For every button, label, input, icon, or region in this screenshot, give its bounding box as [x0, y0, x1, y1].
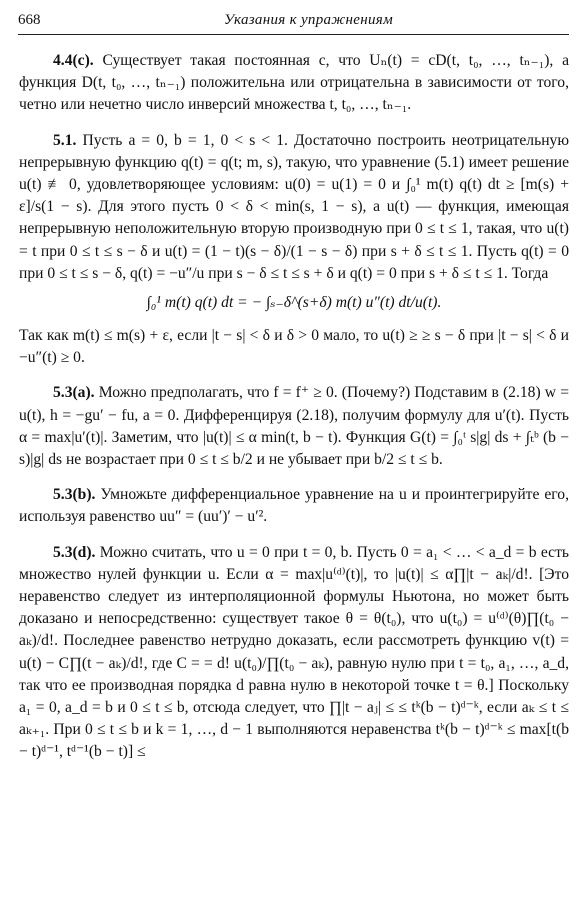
section-4-4c: [19, 50, 569, 117]
display-formula: ∫₀¹ m(t) q(t) dt = − ∫ₛ₋δ^(s+δ) m(t) u″(t) dt/u(t).: [146, 294, 442, 312]
section-text: Можно предполагать, что f = f⁺ ≥ 0. (Почему?) Подставим в (2.18) w = u(t), h = −gu′ − fu, a = 0. Дифференцируя (2.18), получим формулу для u′(t). Пусть α = max|u′(t)|. Заметим, что |u(t)| ≤ α min(t, b − t). Функция G(t) = ∫₀ᵗ s|g| ds + ∫ₜᵇ (b − s)|g| ds не возрастает при 0 ≤ t ≤ b/2 и не убывает при b/2 ≤ t ≤ b.: [19, 384, 569, 469]
section-5-3a: [19, 382, 569, 471]
page-body: [19, 50, 569, 777]
page-number: 668: [18, 12, 41, 28]
section-5-3b: [19, 484, 569, 528]
section-text: Существует такая постоянная c, что Uₙ(t) = cD(t, t₀, …, tₙ₋₁), а функция D(t, t₀, …, tₙ₋₁) положительна или отрицательна в зависимости от того, четно или нечетно число инверсий множества t, t₀, …, tₙ₋₁.: [19, 52, 569, 114]
section-text: Умножьте дифференциальное уравнение на u и проинтегрируйте его, используя равенство uu″ = (uu′)′ − u′².: [19, 486, 569, 526]
section-5-1: [19, 130, 569, 285]
section-label: 4.4(c).: [53, 52, 94, 69]
section-text: Пусть a = 0, b = 1, 0 < s < 1. Достаточно построить неотрицательную непрерывную функцию q(t) = q(t; m, s), такую, что уравнение (5.1) имеет решение u(t) ≢ 0, удовлетворяющее условиям: u(0) = u(1) = 0 и ∫₀¹ m(t) q(t) dt ≥ [m(s) + ε]/s(1 − s). Для этого пусть 0 < δ < min(s, 1 − s), а u(t) — функция, имеющая непрерывную неположительную вторую производную при 0 ≤ t ≤ 1, такая, что u(t) = t при 0 ≤ t ≤ s − δ и u(t) = (1 − t)(s − δ)/(1 − s − δ) при s + δ ≤ t ≤ 1. Пусть q(t) = 0 при 0 ≤ t ≤ s − δ, q(t) = −u″/u при s − δ ≤ t ≤ s + δ и q(t) = 0 при s + δ ≤ t ≤ 1. Тогда: [19, 131, 569, 282]
section-label: 5.3(a).: [53, 384, 95, 402]
running-title: Указания к упражнениям: [224, 12, 393, 28]
section-5-3d: [19, 542, 569, 764]
section-label: 5.3(d).: [53, 543, 96, 561]
section-text: Можно считать, что u = 0 при t = 0, b. Пусть 0 = a₁ < … < a_d = b есть множество нулей функции u. Если α = max|u⁽ᵈ⁾(t)|, то |u(t)| ≤ α∏|t − aₖ|/d!. [Это неравенство следует из интерполяционной формулы Ньютона, но может быть доказано и непосредственно: существует такое θ = θ(t₀), что u(t₀) = u⁽ᵈ⁾(θ)∏(t₀ − aₖ)/d!. Последнее равенство нетрудно доказать, если рассмотреть функцию v(t) = u(t) − C∏(t − aₖ)/d!, где C = = d! u(t₀)/∏(t₀ − aₖ), равную нулю при t = t₀, a₁, …, a_d, так что ее производная порядка d равна нулю в некоторой точке t = θ.] Поскольку a₁ = 0, a_d = b и 0 ≤ t ≤ b, отсюда следует, что ∏|t − aⱼ| ≤ ≤ tᵏ(b − t)ᵈ⁻ᵏ, если aₖ ≤ t ≤ aₖ₊₁. При 0 ≤ t ≤ b и k = 1, …, d − 1 выполняются неравенства tᵏ(b − t)ᵈ⁻ᵏ ≤ max[t(b − t)ᵈ⁻¹, tᵈ⁻¹(b − t)] ≤: [19, 543, 569, 761]
section-label: 5.1.: [53, 131, 77, 149]
page-header: [18, 10, 569, 35]
section-5-1-continuation: Так как m(t) ≤ m(s) + ε, если |t − s| < δ и δ > 0 мало, то u(t) ≥ ≥ s − δ при |t − s| < δ и −u″(t) ≥ 0.: [19, 327, 569, 367]
section-label: 5.3(b).: [53, 486, 96, 504]
